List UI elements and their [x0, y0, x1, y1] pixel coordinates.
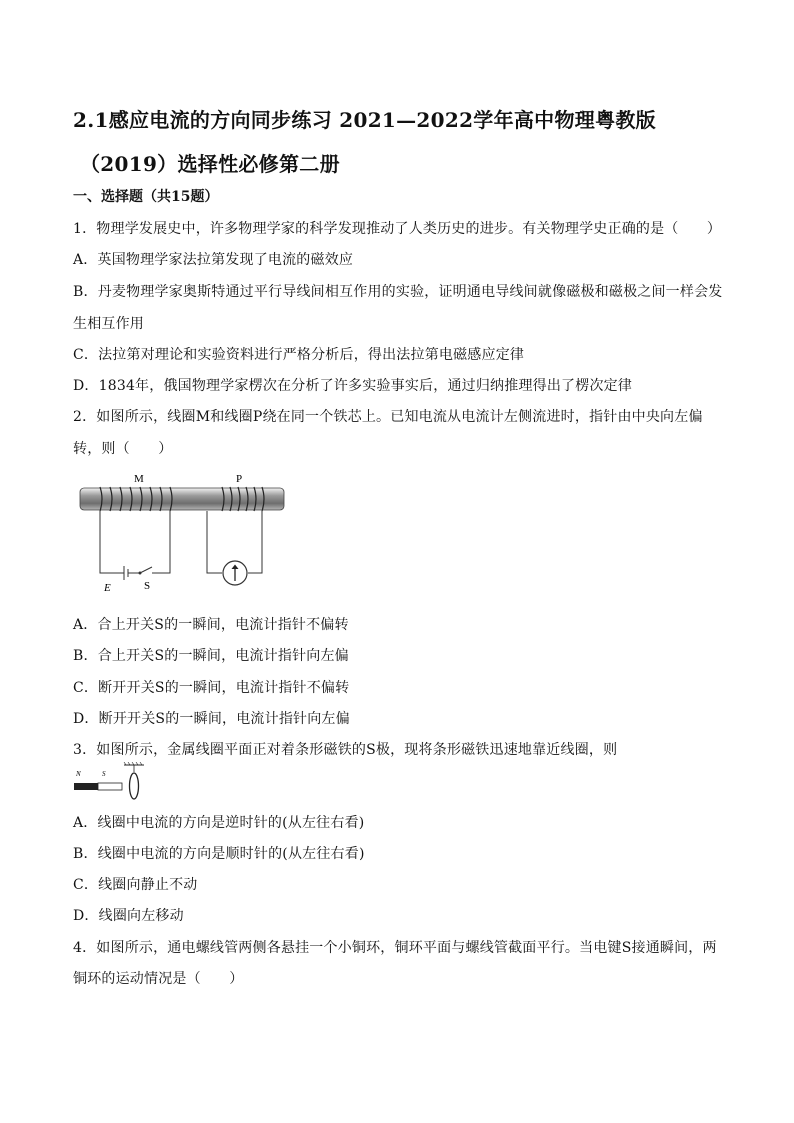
q1-option-b-line-2: 生相互作用: [73, 316, 144, 332]
q2-stem-line-1: 2．如图所示，线圈M和线圈P绕在同一个铁芯上。已知电流从电流计左侧流进时，指针由中央向左偏: [73, 409, 703, 425]
q1-stem: 1．物理学发展史中，许多物理学家的科学发现推动了人类历史的进步。有关物理学史正确的是（ ）: [73, 221, 722, 237]
q2-coil-circuit-figure: [72, 470, 292, 595]
q1-option-c: C．法拉第对理论和实验资料进行严格分析后，得出法拉第电磁感应定律: [73, 347, 525, 363]
q2-option-a: A．合上开关S的一瞬间，电流计指针不偏转: [73, 617, 349, 633]
document-title-line-1: 2.1感应电流的方向同步练习 2021—2022学年高中物理粤教版: [73, 108, 656, 132]
q3-option-a: A．线圈中电流的方向是逆时针的(从左往右看): [73, 815, 365, 831]
q4-stem-line-1: 4．如图所示，通电螺线管两侧各悬挂一个小铜环，铜环平面与螺线管截面平行。当电键S接通瞬间，两: [73, 940, 717, 956]
circuit-m-wires: [100, 511, 170, 580]
q3-option-c: C．线圈向静止不动: [73, 877, 198, 893]
q1-option-a: A．英国物理学家法拉第发现了电流的磁效应: [73, 252, 354, 268]
label-e: E: [104, 582, 111, 594]
magnet-n-pole: [74, 783, 98, 790]
q4-stem-line-2: 铜环的运动情况是（ ）: [73, 971, 244, 987]
q2-option-d: D．断开开关S的一瞬间，电流计指针向左偏: [73, 711, 350, 727]
q3-option-b: B．线圈中电流的方向是顺时针的(从左往右看): [73, 846, 365, 862]
q2-option-b: B．合上开关S的一瞬间，电流计指针向左偏: [73, 648, 349, 664]
section-heading: 一、选择题（共15题）: [73, 189, 219, 205]
q3-stem: 3．如图所示，金属线圈平面正对着条形磁铁的S极，现将条形磁铁迅速地靠近线圈，则: [73, 742, 618, 758]
q1-option-d: D．1834年，俄国物理学家楞次在分析了许多实验事实后，通过归纳推理得出了楞次定律: [73, 378, 633, 394]
magnet-s-pole: [98, 783, 122, 790]
q3-magnet-coil-figure: [72, 762, 150, 802]
label-p: P: [236, 473, 243, 485]
q1-option-b-line-1: B．丹麦物理学家奥斯特通过平行导线间相互作用的实验，证明通电导线间就像磁极和磁极之间一样会发: [73, 284, 723, 300]
q2-option-c: C．断开开关S的一瞬间，电流计指针不偏转: [73, 680, 350, 696]
q2-stem-line-2: 转，则（ ）: [73, 441, 173, 457]
switch-pivot: [139, 572, 142, 575]
magnet-label-n: N: [76, 770, 81, 778]
document-title-line-2: （2019）选择性必修第二册: [80, 152, 340, 176]
magnet-label-s: S: [102, 770, 106, 778]
metal-coil: [130, 773, 139, 799]
q3-option-d: D．线圈向左移动: [73, 908, 184, 924]
label-s: S: [144, 580, 151, 592]
label-m: M: [134, 473, 144, 485]
